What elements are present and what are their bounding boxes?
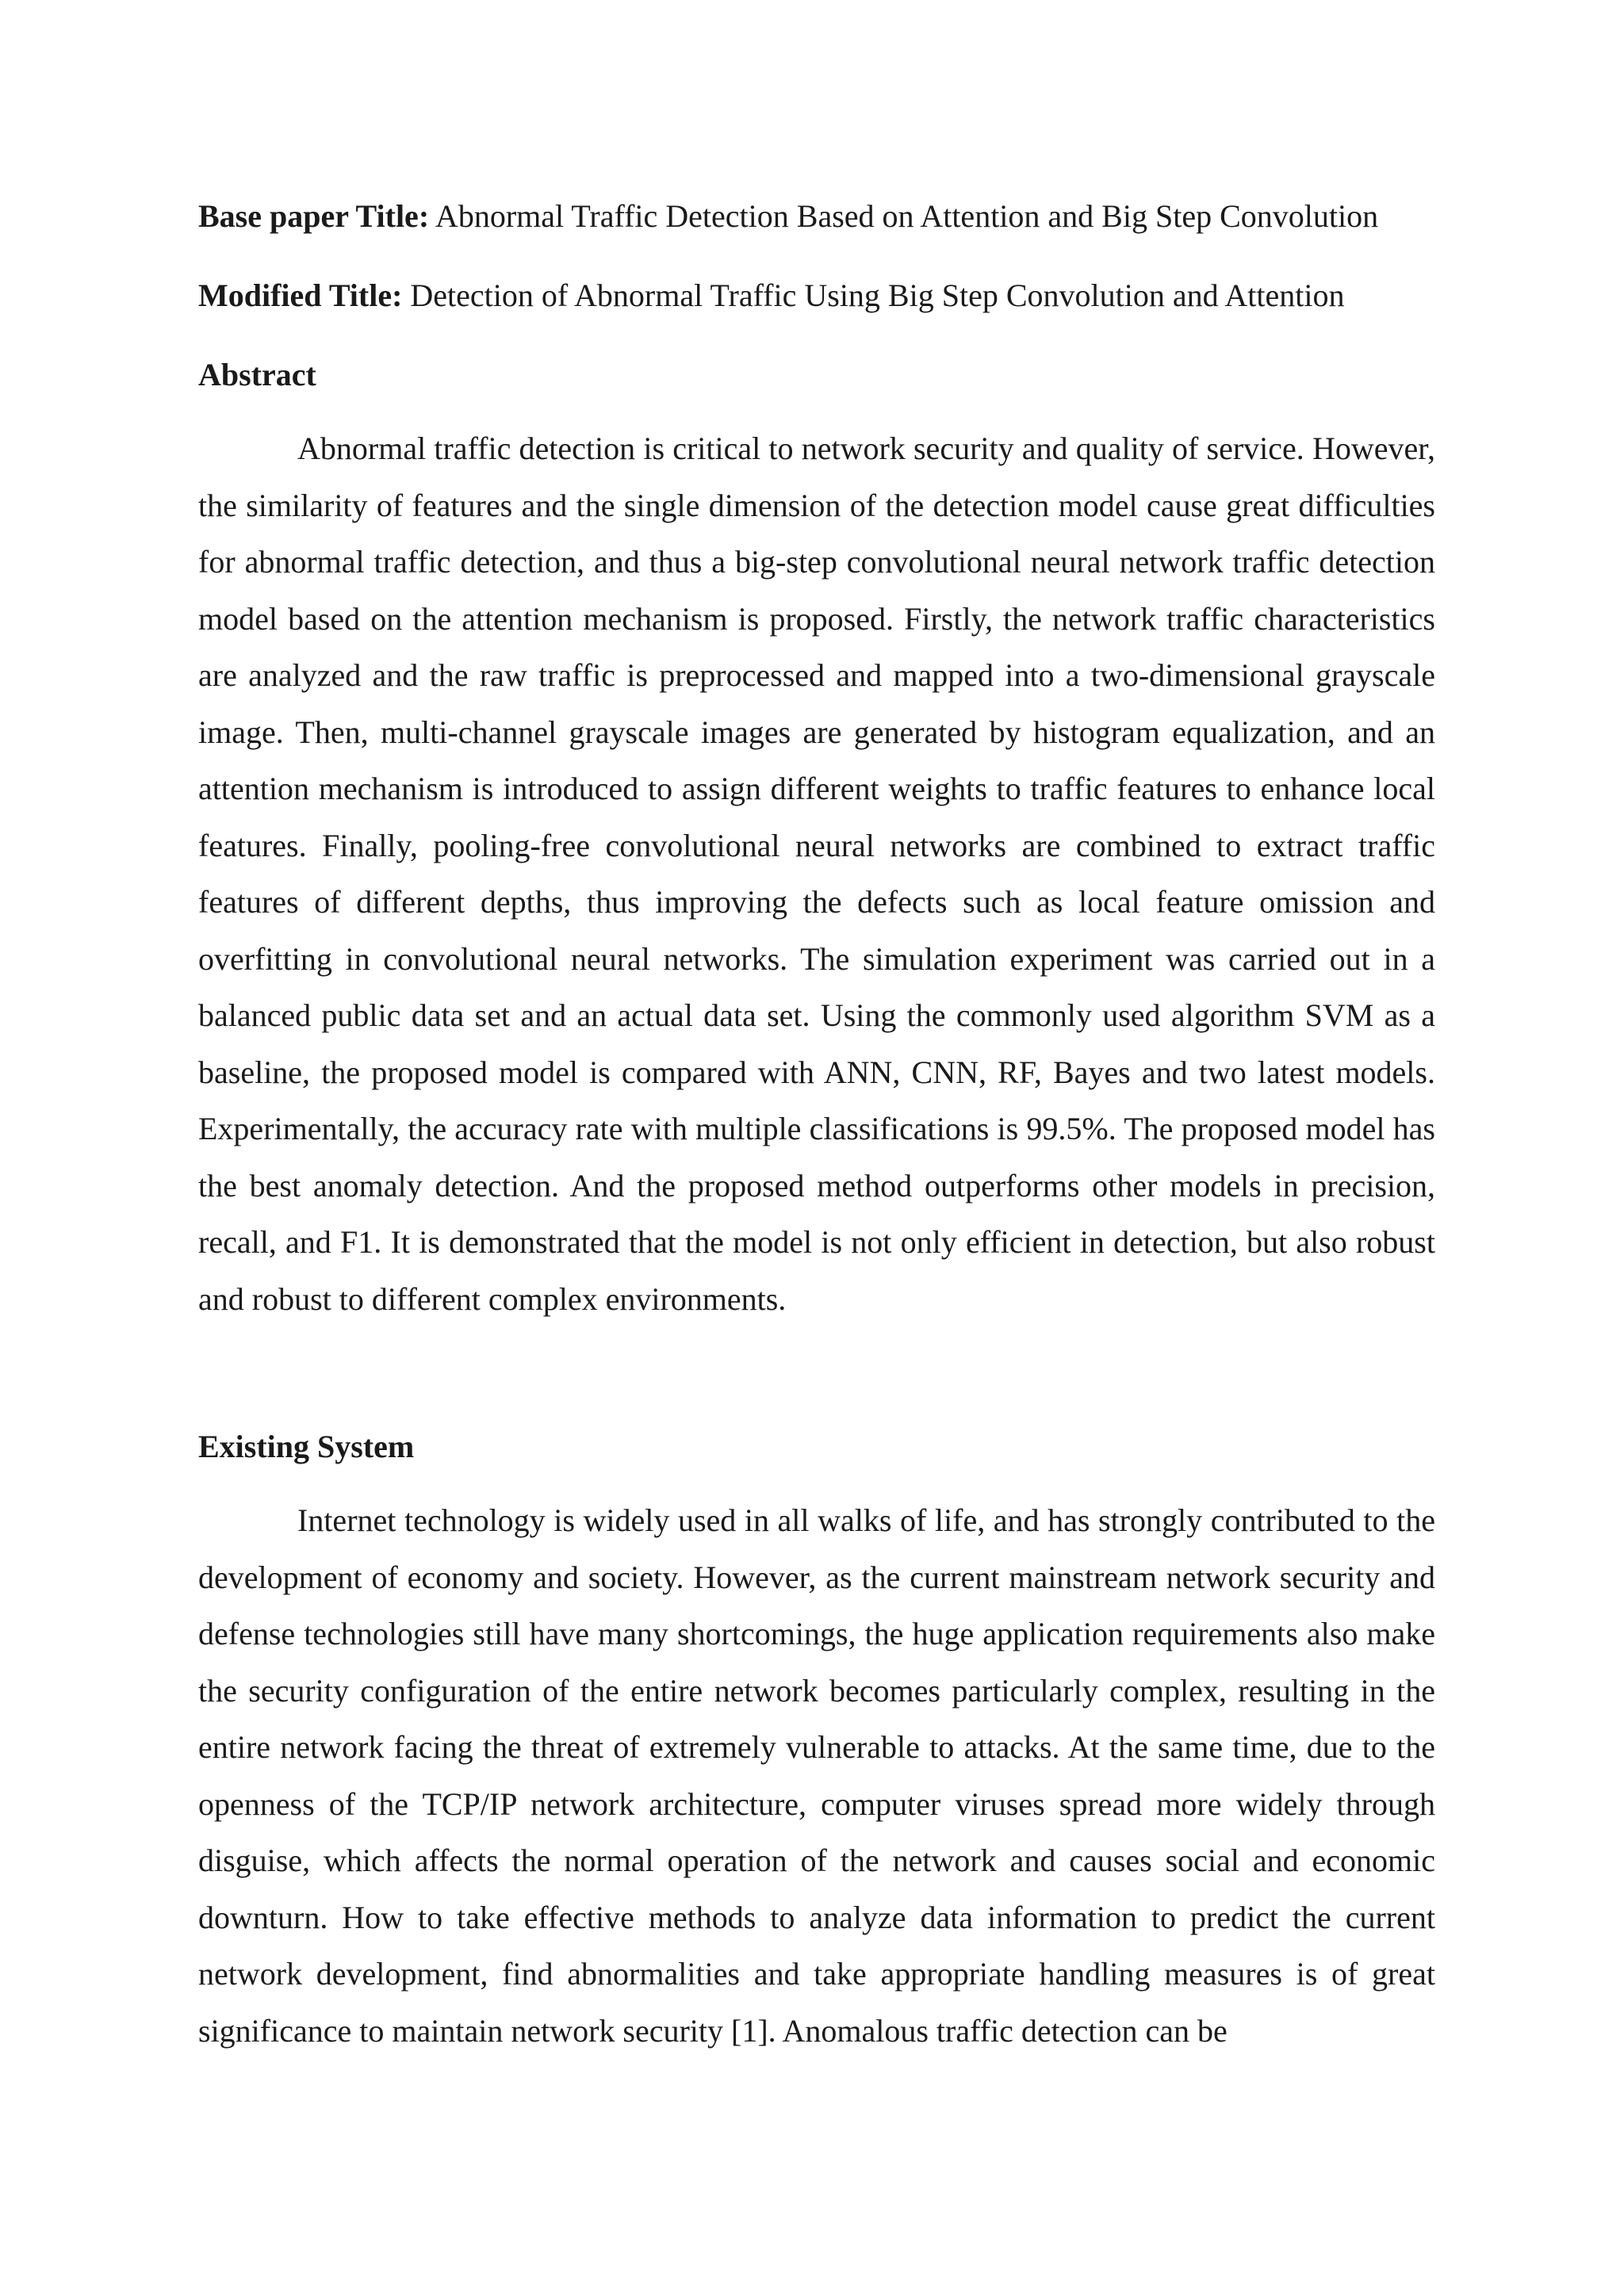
- document-page: [198, 197, 1435, 2059]
- existing-system-paragraph: Internet technology is widely used in all walks of life, and has strongly contributed to the development of economy and society. However, as the current mainstream network security and defense technologies still have many shortcomings, the huge application requirements also make the security configuration of the entire network becomes particularly complex, resulting in the entire network facing the threat of extremely vulnerable to attacks. At the same time, due to the openness of the TCP/IP network architecture, computer viruses spread more widely through disguise, which affects the normal operation of the network and causes social and economic downturn. How to take effective methods to analyze data information to predict the current network development, find abnormalities and take appropriate handling measures is of great significance to maintain network security [1]. Anomalous traffic detection can be: [198, 1502, 1435, 2049]
- base-paper-title: [198, 197, 1435, 236]
- abstract-paragraph: Abnormal traffic detection is critical to network security and quality of service. However, the similarity of features and the single dimension of the detection model cause great difficulties for abnormal traffic detection, and thus a big-step convolutional neural network traffic detection model based on the attention mechanism is proposed. Firstly, the network traffic characteristics are analyzed and the raw traffic is preprocessed and mapped into a two-dimensional grayscale image. Then, multi-channel grayscale images are generated by histogram equalization, and an attention mechanism is introduced to assign different weights to traffic features to enhance local features. Finally, pooling-free convolutional neural networks are combined to extract traffic features of different depths, thus improving the defects such as local feature omission and overfitting in convolutional neural networks. The simulation experiment was carried out in a balanced public data set and an actual data set. Using the commonly used algorithm SVM as a baseline, the proposed model is compared with ANN, CNN, RF, Bayes and two latest models. Experimentally, the accuracy rate with multiple classifications is 99.5%. The proposed model has the best anomaly detection. And the proposed method outperforms other models in precision, recall, and F1. It is demonstrated that the model is not only efficient in detection, but also robust and robust to different complex environments.: [198, 430, 1435, 1317]
- modified-title: [198, 276, 1435, 316]
- base-paper-title-text: Abnormal Traffic Detection Based on Attention and Big Step Convolution: [429, 198, 1379, 234]
- abstract-heading: Abstract: [198, 357, 316, 392]
- existing-system-heading: Existing System: [198, 1429, 415, 1464]
- base-paper-title-label: Base paper Title:: [198, 198, 430, 234]
- modified-title-text: Detection of Abnormal Traffic Using Big Step Convolution and Attention: [402, 277, 1345, 313]
- modified-title-label: Modified Title:: [198, 277, 403, 313]
